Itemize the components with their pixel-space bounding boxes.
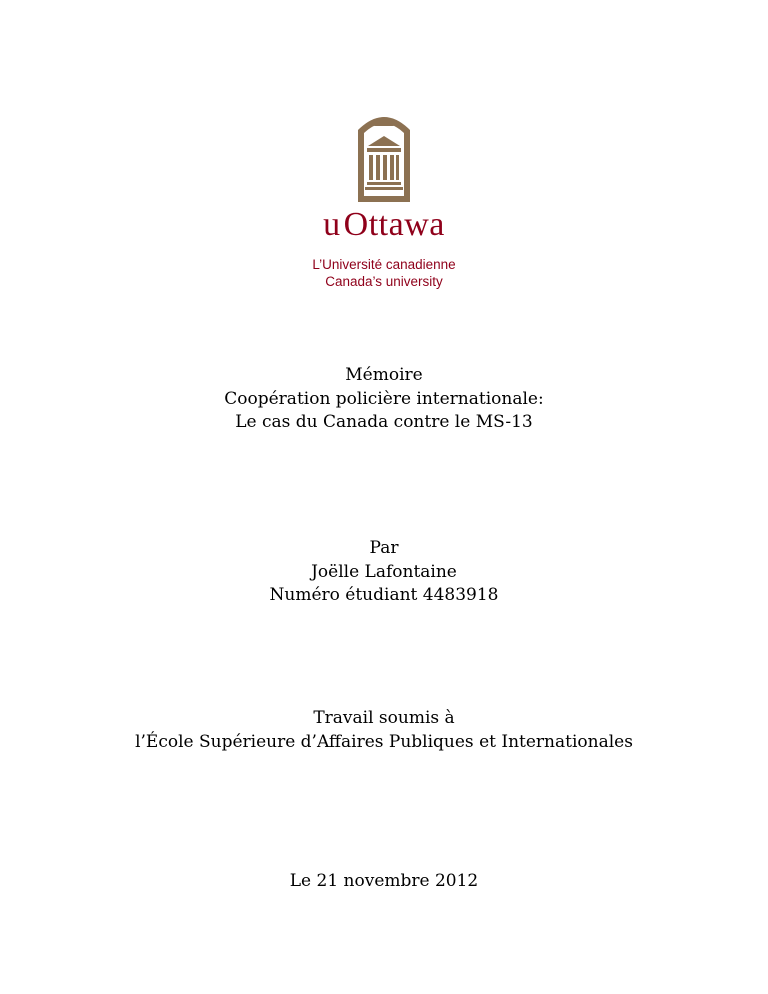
submitted-to-label: Travail soumis à bbox=[313, 708, 455, 728]
title-line-1: Mémoire bbox=[345, 365, 423, 385]
student-number: Numéro étudiant 4483918 bbox=[269, 585, 499, 605]
logo-tagline bbox=[0, 256, 768, 290]
author-by-label: Par bbox=[369, 538, 399, 558]
tagline-english: Canada’s university bbox=[325, 274, 443, 289]
tagline-french: L’Université canadienne bbox=[312, 257, 456, 272]
uottawa-wordmark bbox=[0, 206, 768, 244]
university-logo bbox=[0, 104, 768, 290]
author-name: Joëlle Lafontaine bbox=[311, 561, 457, 582]
tabaret-hall-emblem-icon bbox=[352, 104, 416, 202]
document-title bbox=[0, 364, 768, 435]
wordmark-name: Ottawa bbox=[343, 206, 445, 243]
title-line-3: Le cas du Canada contre le MS-13 bbox=[235, 412, 533, 432]
title-line-2: Coopération policière internationale: bbox=[224, 388, 544, 409]
submission-date bbox=[0, 870, 768, 894]
date-text: Le 21 novembre 2012 bbox=[289, 871, 479, 891]
wordmark-u: u bbox=[323, 206, 341, 243]
submission-info bbox=[0, 707, 768, 754]
author-info bbox=[0, 537, 768, 608]
school-name: l’École Supérieure d’Affaires Publiques et Internationales bbox=[135, 731, 633, 752]
